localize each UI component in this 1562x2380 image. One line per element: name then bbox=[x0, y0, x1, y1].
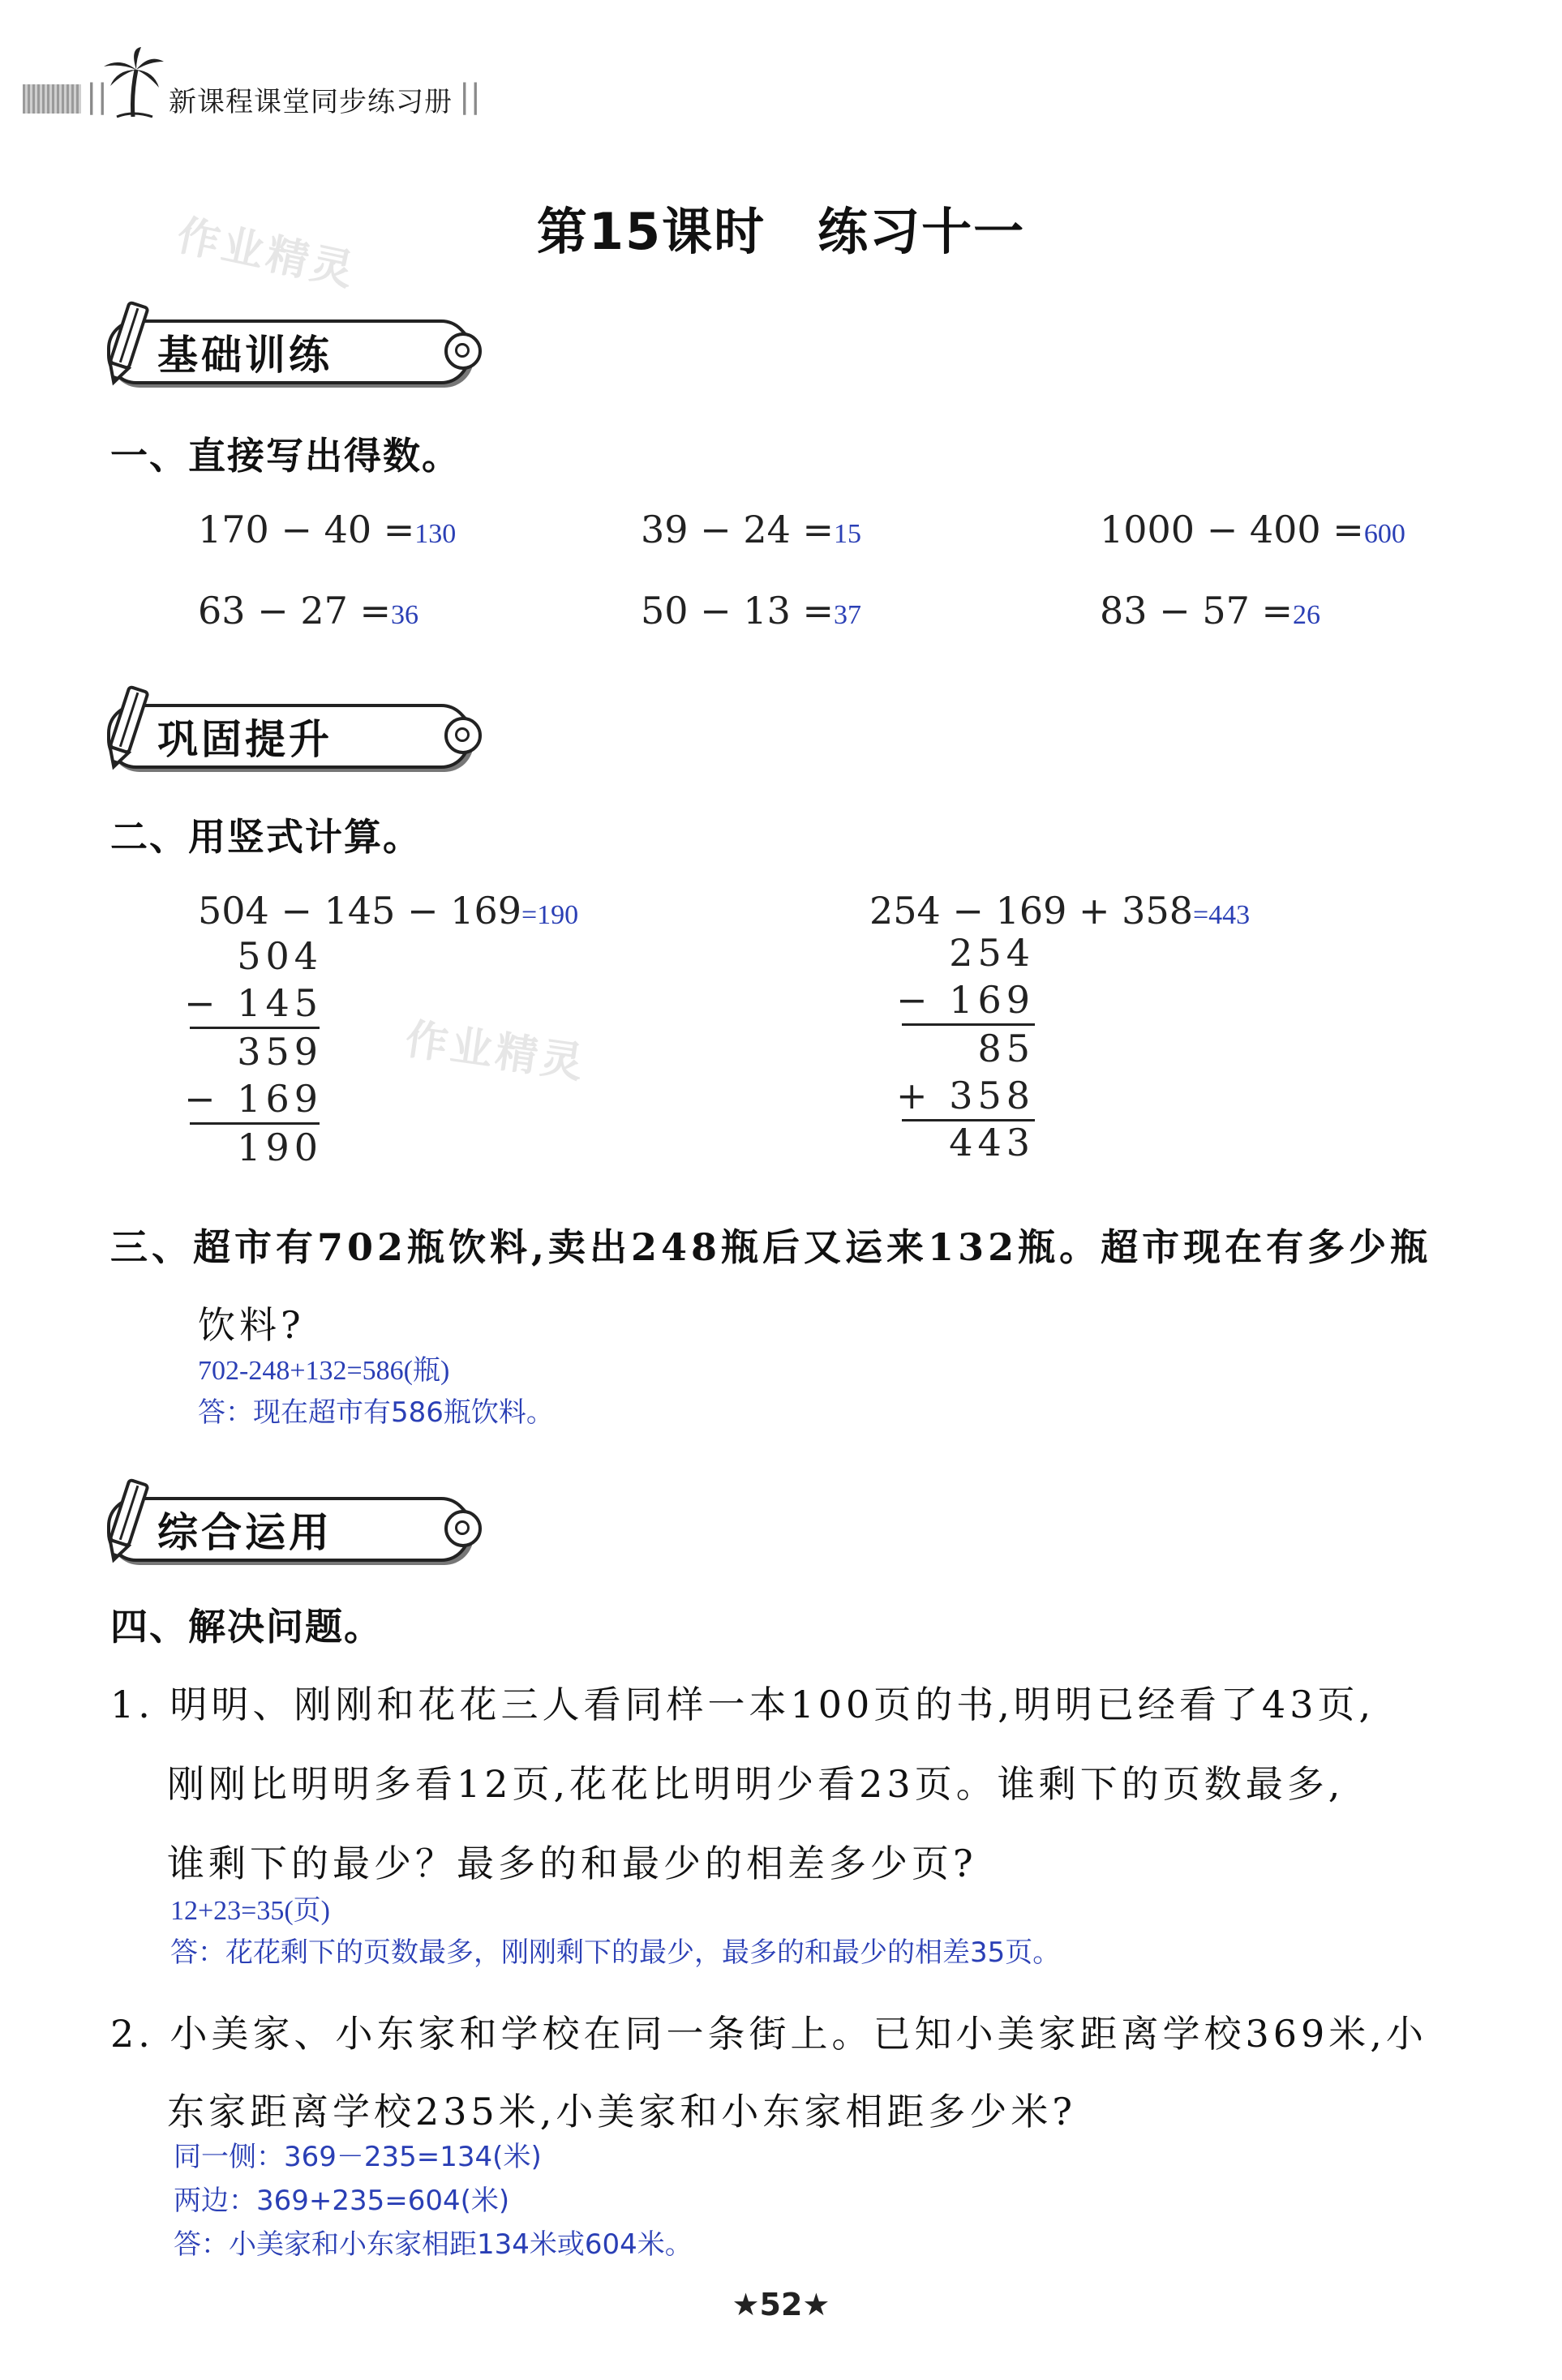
palm-tree-icon bbox=[101, 45, 165, 118]
ring-icon bbox=[444, 717, 482, 754]
oral-item bbox=[1100, 508, 1405, 551]
section3-question: 三、超市有702瓶饮料,卖出248瓶后又运来132瓶。超市现在有多少瓶 bbox=[110, 1225, 1432, 1269]
badge-consolidate bbox=[78, 696, 483, 770]
header-divider-right: || bbox=[459, 78, 481, 115]
badge-label: 综合运用 bbox=[157, 1509, 333, 1556]
problem-expr: 254 − 169 + 358 bbox=[869, 889, 1193, 933]
pencil-icon bbox=[94, 1476, 159, 1565]
problem-answer: =190 bbox=[521, 900, 579, 930]
section4-heading: 四、解决问题。 bbox=[110, 1605, 383, 1649]
oral-answer: 15 bbox=[834, 519, 862, 549]
watermark: 作业精灵 bbox=[173, 211, 361, 297]
header-divider: || bbox=[86, 78, 108, 115]
badge-apply bbox=[78, 1489, 483, 1563]
watermark: 作业精灵 bbox=[402, 1014, 590, 1089]
oral-answer: 130 bbox=[414, 519, 457, 549]
oral-answer: 600 bbox=[1363, 519, 1405, 549]
vertical-row: − 145 bbox=[184, 981, 323, 1025]
problem-answer: =443 bbox=[1192, 900, 1251, 930]
vertical-row: 190 bbox=[237, 1126, 323, 1169]
q2-answer-text: 答：小美家和小东家相距134米或604米。 bbox=[174, 2228, 693, 2261]
vertical-rule bbox=[190, 1122, 320, 1125]
vertical-row: 254 bbox=[949, 931, 1035, 975]
oral-answer: 36 bbox=[391, 600, 419, 630]
oral-answer: 37 bbox=[834, 600, 862, 630]
section3-answer-text: 答：现在超市有586瓶饮料。 bbox=[198, 1396, 554, 1429]
vertical-problem-left bbox=[198, 889, 578, 933]
vertical-row: 504 bbox=[237, 934, 323, 978]
badge-basic-training bbox=[78, 311, 483, 386]
pencil-icon bbox=[94, 683, 159, 772]
header-decor-bar bbox=[23, 84, 81, 114]
vertical-row: 85 bbox=[977, 1027, 1035, 1070]
vertical-row: − 169 bbox=[896, 978, 1035, 1022]
pencil-icon bbox=[94, 298, 159, 388]
q1-line: 谁剩下的最少？最多的和最少的相差多少页? bbox=[167, 1842, 977, 1885]
vertical-row: − 169 bbox=[184, 1077, 323, 1121]
lesson-title: 第15课时 练习十一 bbox=[536, 202, 1026, 261]
oral-item bbox=[198, 508, 456, 551]
section3-question-cont: 饮料? bbox=[198, 1303, 305, 1347]
badge-label: 巩固提升 bbox=[157, 716, 333, 763]
q1-answer-calc: 12+23=35(页) bbox=[170, 1896, 330, 1926]
page-number: ★52★ bbox=[732, 2287, 830, 2322]
oral-item bbox=[198, 589, 418, 633]
vertical-row: + 358 bbox=[896, 1074, 1035, 1117]
oral-answer: 26 bbox=[1293, 600, 1321, 630]
q2-answer-both-sides: 两边：369+235=604(米) bbox=[174, 2185, 510, 2217]
book-title: 新课程课堂同步练习册 bbox=[169, 86, 453, 118]
section3-answer-calc: 702-248+132=586(瓶) bbox=[198, 1356, 450, 1386]
q1-line: 刚刚比明明多看12页,花花比明明少看23页。谁剩下的页数最多, bbox=[167, 1762, 1345, 1806]
vertical-row: 359 bbox=[237, 1030, 323, 1074]
problem-expr: 504 − 145 − 169 bbox=[198, 889, 521, 933]
q2-line: 2. 小美家、小东家和学校在同一条街上。已知小美家距离学校369米,小 bbox=[110, 2012, 1427, 2056]
oral-expr: 83 − 57 = bbox=[1100, 589, 1294, 633]
section1-heading: 一、直接写出得数。 bbox=[110, 434, 461, 478]
oral-expr: 1000 − 400 = bbox=[1100, 508, 1364, 551]
oral-item bbox=[641, 589, 861, 633]
section2-heading: 二、用竖式计算。 bbox=[110, 815, 422, 859]
oral-expr: 39 − 24 = bbox=[641, 508, 835, 551]
badge-label: 基础训练 bbox=[157, 332, 333, 379]
oral-expr: 50 − 13 = bbox=[641, 589, 835, 633]
vertical-problem-right bbox=[869, 889, 1250, 933]
q2-line: 东家距离学校235米,小美家和小东家相距多少米? bbox=[167, 2090, 1077, 2133]
oral-item bbox=[1100, 589, 1320, 633]
vertical-rule bbox=[190, 1027, 320, 1029]
vertical-row: 443 bbox=[949, 1121, 1035, 1164]
oral-expr: 170 − 40 = bbox=[198, 508, 415, 551]
q1-line: 1. 明明、刚刚和花花三人看同样一本100页的书,明明已经看了43页, bbox=[110, 1683, 1375, 1726]
q2-answer-same-side: 同一侧：369－235=134(米) bbox=[174, 2141, 542, 2173]
ring-icon bbox=[444, 332, 482, 370]
vertical-rule bbox=[902, 1023, 1035, 1026]
q1-answer-text: 答：花花剩下的页数最多，刚刚剩下的最少，最多的和最少的相差35页。 bbox=[170, 1936, 1061, 1969]
oral-expr: 63 − 27 = bbox=[198, 589, 392, 633]
ring-icon bbox=[444, 1510, 482, 1547]
oral-item bbox=[641, 508, 861, 551]
